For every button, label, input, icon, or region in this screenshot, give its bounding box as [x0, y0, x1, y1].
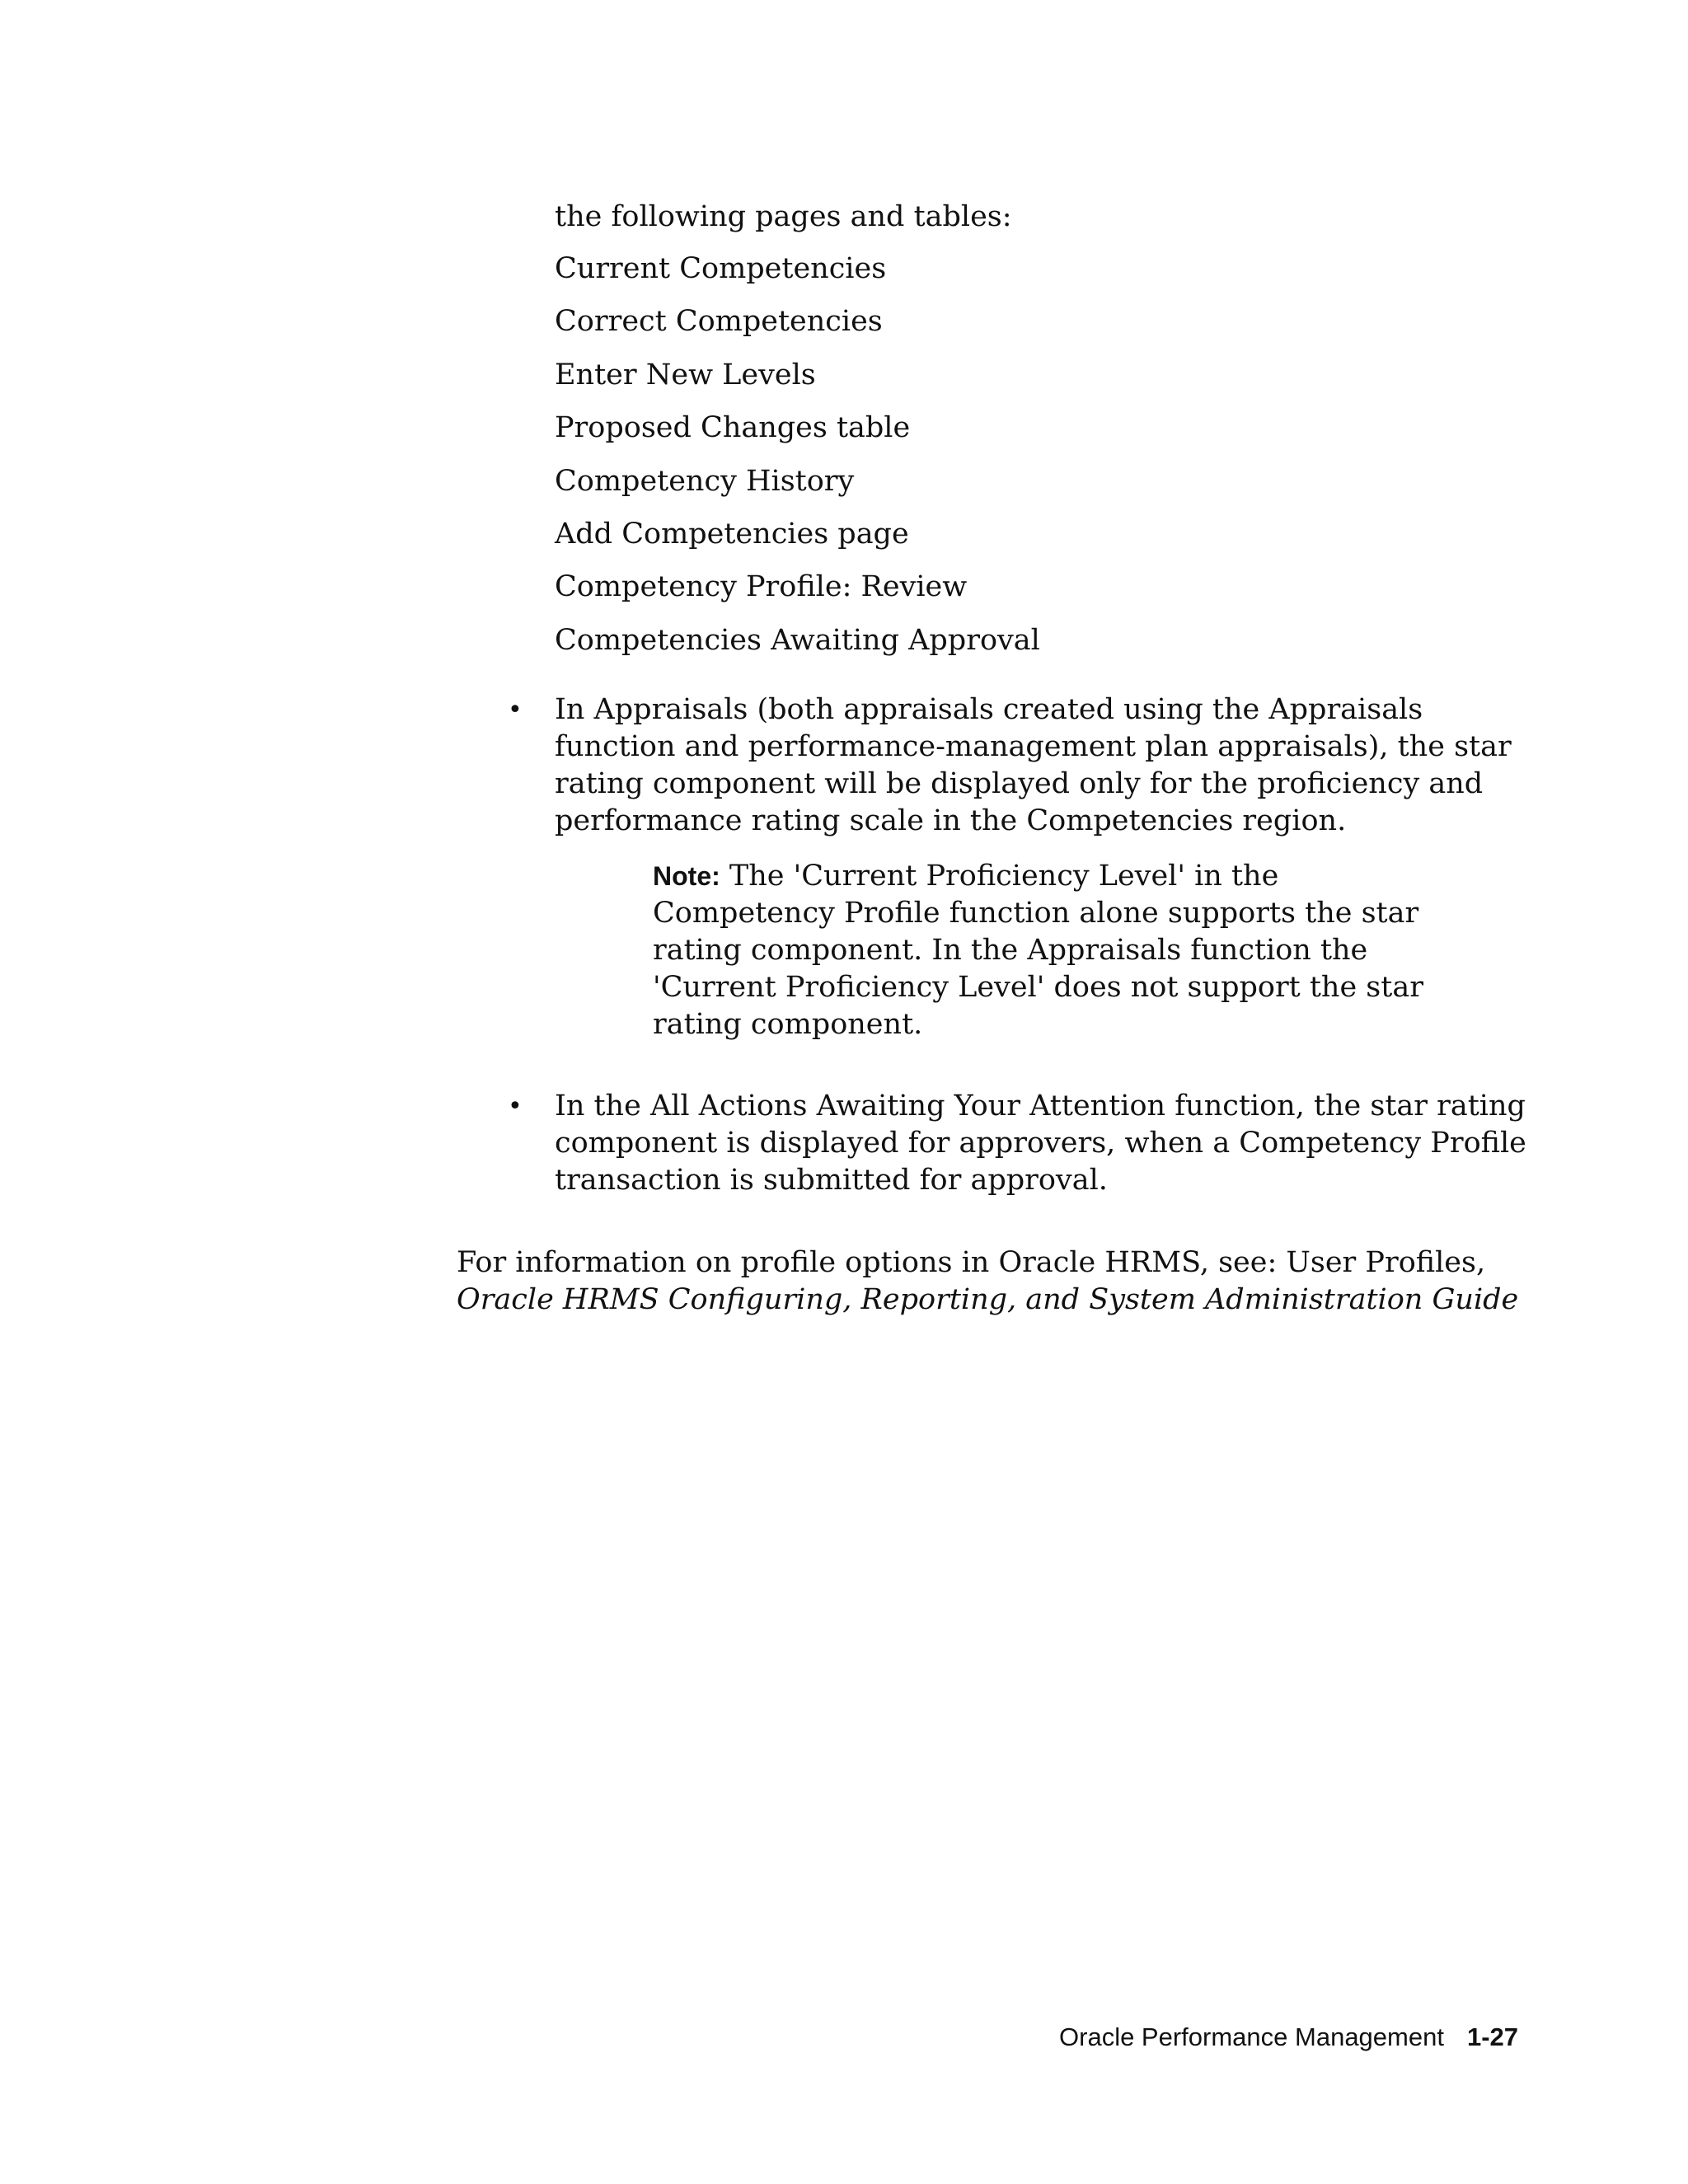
bullet-icon: • [508, 696, 523, 724]
list-item: Competency Profile: Review [555, 570, 968, 604]
list-item: Proposed Changes table [555, 411, 911, 445]
list-item: Current Competencies [555, 252, 887, 285]
list-item: Add Competencies page [555, 517, 909, 551]
bullet-text: In Appraisals (both appraisals created using the Appraisals function and performance-management plan appraisals), the star rating component will be displayed only for the proficiency and performance rating scale in the Competencies region. [555, 693, 1512, 837]
note-label: Note: [653, 861, 720, 891]
intro-text: the following pages and tables: [555, 200, 1012, 233]
list-item: Competency History [555, 464, 855, 498]
bullet-icon: • [508, 1092, 523, 1121]
page-number: 1-27 [1466, 2022, 1518, 2051]
footer-title: Oracle Performance Management [1059, 2022, 1444, 2051]
list-item: Correct Competencies [555, 305, 883, 339]
list-item: Enter New Levels [555, 358, 816, 391]
guide-reference: Oracle HRMS Configuring, Reporting, and System Administration Guide [457, 1283, 1519, 1316]
closing-text: For information on profile options in Oracle HRMS, see: User Profiles, [457, 1246, 1486, 1279]
note-text: The 'Current Proficiency Level' in the Competency Profile function alone supports the star rating component. In the Appraisals function the 'Current Proficiency Level' does not support the star rating component. [653, 860, 1423, 1041]
list-item: Competencies Awaiting Approval [555, 623, 1040, 657]
note-block [653, 858, 1444, 1043]
closing-paragraph [457, 1244, 1528, 1319]
page-footer [1059, 2021, 1518, 2054]
bullet-item-appraisals [508, 691, 1527, 840]
bullet-item-actions [508, 1088, 1527, 1199]
bullet-text: In the All Actions Awaiting Your Attention function, the star rating component is displayed for approvers, when a Competency Profile transaction is submitted for approval. [555, 1090, 1526, 1197]
page-list [555, 250, 1040, 674]
